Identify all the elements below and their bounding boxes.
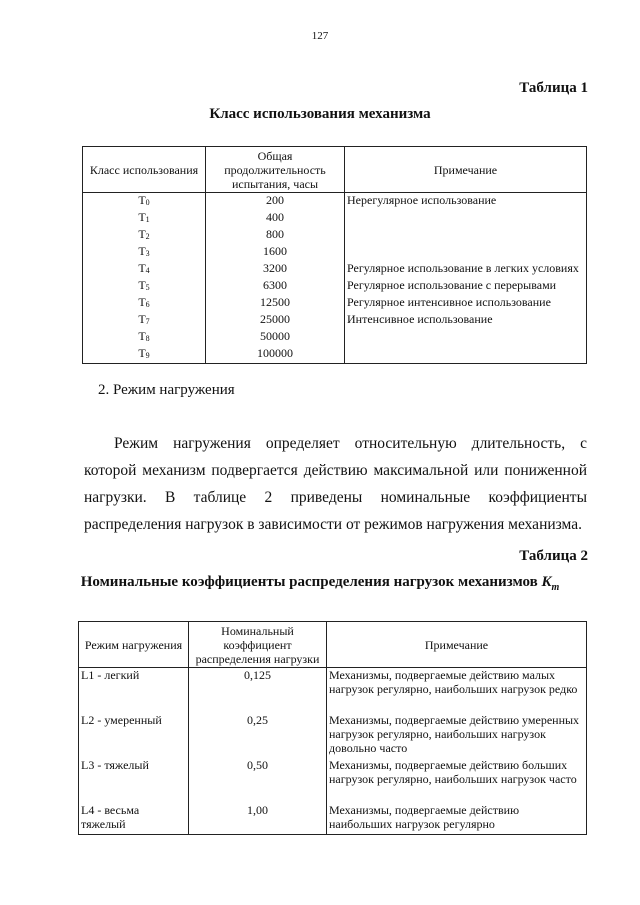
mode-cell: L3 - тяжелый: [79, 758, 189, 803]
hours-cell: 50000: [206, 329, 345, 346]
class-cell: $T_1$: [83, 210, 206, 227]
table2-header-coef: Номинальный коэффициент распределения нагрузки: [189, 622, 327, 668]
mode-cell: L1 - легкий: [79, 668, 189, 714]
table-row: [79, 668, 587, 714]
table-row: [83, 312, 587, 329]
class-cell: $T_7$: [83, 312, 206, 329]
table-row: [83, 295, 587, 312]
table-row: [79, 758, 587, 803]
coef-cell: 1,00: [189, 803, 327, 835]
table-row: [79, 803, 587, 835]
coef-cell: 0,125: [189, 668, 327, 714]
class-cell: $T_0$: [83, 193, 206, 211]
mode-cell: L4 - весьма тяжелый: [79, 803, 189, 835]
hours-cell: 3200: [206, 261, 345, 278]
table1-header-class: Класс использования: [83, 147, 206, 193]
table2-title: Номинальные коэффициенты распределения нагрузок механизмов $K_m$: [80, 574, 560, 593]
hours-cell: 200: [206, 193, 345, 211]
usage-class-table: [82, 146, 587, 364]
page-number: 127: [311, 30, 329, 42]
note-cell: [345, 329, 587, 346]
km-symbol: $K_m$: [541, 574, 560, 593]
table2-label: Таблица 2: [519, 548, 588, 564]
table-row: [79, 713, 587, 758]
table2-header-mode: Режим нагружения: [79, 622, 189, 668]
hours-cell: 12500: [206, 295, 345, 312]
table1-header-note: Примечание: [345, 147, 587, 193]
note-cell: [345, 346, 587, 364]
hours-cell: 1600: [206, 244, 345, 261]
table-row: [83, 227, 587, 244]
note-cell: Регулярное использование в легких условиях: [345, 261, 587, 278]
table1-title: Класс использования механизма: [209, 106, 431, 122]
note-cell: Регулярное интенсивное использование: [345, 295, 587, 312]
table1-label: Таблица 1: [519, 80, 588, 96]
table-row: [83, 210, 587, 227]
hours-cell: 800: [206, 227, 345, 244]
class-cell: $T_8$: [83, 329, 206, 346]
note-cell: Механизмы, подвергаемые действию больших нагрузок регулярно, наибольших нагрузок часто: [327, 758, 587, 803]
note-cell: [345, 244, 587, 261]
class-cell: $T_2$: [83, 227, 206, 244]
note-cell: [345, 227, 587, 244]
note-cell: Механизмы, подвергаемые действию наибольших нагрузок регулярно: [327, 803, 587, 835]
table2-header-note: Примечание: [327, 622, 587, 668]
class-cell: $T_9$: [83, 346, 206, 364]
note-cell: Интенсивное использование: [345, 312, 587, 329]
section-heading: 2. Режим нагружения: [98, 382, 235, 398]
class-cell: $T_5$: [83, 278, 206, 295]
hours-cell: 100000: [206, 346, 345, 364]
table-row: [83, 329, 587, 346]
class-cell: $T_6$: [83, 295, 206, 312]
table-row: [83, 278, 587, 295]
table-row: [83, 193, 587, 211]
note-cell: Регулярное использование с перерывами: [345, 278, 587, 295]
note-cell: Механизмы, подвергаемые действию умеренных нагрузок регулярно, наибольших нагрузок довольно часто: [327, 713, 587, 758]
table-row: [83, 244, 587, 261]
coef-cell: 0,50: [189, 758, 327, 803]
note-cell: Механизмы, подвергаемые действию малых нагрузок регулярно, наибольших нагрузок редко: [327, 668, 587, 714]
hours-cell: 25000: [206, 312, 345, 329]
table1-header-duration: Общая продолжительность испытания, часы: [206, 147, 345, 193]
body-paragraph: Режим нагружения определяет относительную длительность, с которой механизм подвергается действию максимальной или пониженной нагрузки. В таблице 2 приведены номинальные коэффициенты распределения нагрузок в зависимости от режимов нагружения механизма.: [84, 435, 587, 533]
hours-cell: 6300: [206, 278, 345, 295]
class-cell: $T_4$: [83, 261, 206, 278]
note-cell: Нерегулярное использование: [345, 193, 587, 211]
load-coefficient-table: [78, 621, 587, 835]
class-cell: $T_3$: [83, 244, 206, 261]
coef-cell: 0,25: [189, 713, 327, 758]
table-row: [83, 261, 587, 278]
mode-cell: L2 - умеренный: [79, 713, 189, 758]
table-row: [83, 346, 587, 364]
note-cell: [345, 210, 587, 227]
hours-cell: 400: [206, 210, 345, 227]
